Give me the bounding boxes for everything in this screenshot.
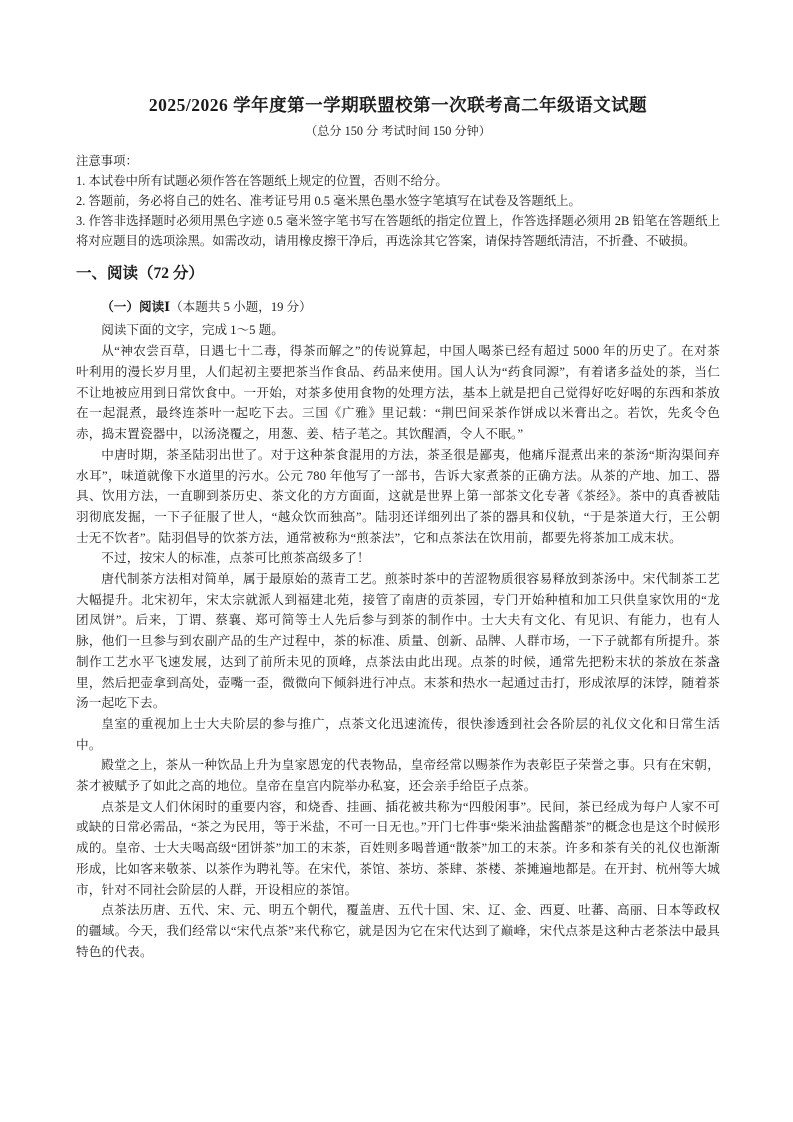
- note-item-2: 2. 答题前，务必将自己的姓名、准考证号用 0.5 毫米黑色墨水签字笔填写在试卷及答题纸上。: [76, 193, 581, 208]
- section-heading-reading: 一、阅读（72 分）: [76, 265, 204, 283]
- notes-section: [76, 151, 720, 251]
- exam-subtitle: （总分 150 分 考试时间 150 分钟）: [305, 123, 491, 138]
- passage-paragraph: 点茶法历唐、五代、宋、元、明五个朝代，覆盖唐、五代十国、宋、辽、金、西夏、吐蕃、高丽、日本等政权的疆域。今天，我们经常以“宋代点茶”来代称它，就是因为它在宋代达到了巅峰，宋代点茶是这种古老茶法中最具特色的代表。: [76, 903, 720, 959]
- passage-paragraph: 殿堂之上，茶从一种饮品上升为皇家恩宠的代表物品，皇帝经常以赐茶作为表彰臣子荣誉之事。只有在宋朝，茶才被赋予了如此之高的地位。皇帝在皇宫内院举办私宴，还会亲手给臣子点茶。: [76, 758, 720, 794]
- passage-paragraph: 唐代制茶方法相对简单，属于最原始的蒸青工艺。煎茶时茶中的苦涩物质很容易释放到茶汤中。宋代制茶工艺大幅提升。北宋初年，宋太宗就派人到福建北苑，接管了南唐的贡茶园，专门开始种植和加工只供皇家饮用的“龙团凤饼”。后来，丁谓、蔡襄、郑可简等士人先后参与到茶的制作中。士大夫有文化、有见识、有能力，也有人脉，他们一旦参与到农副产品的生产过程中，茶的标准、质量、创新、品牌、人群市场，一下子就都有所提升。茶制作工艺水平飞速发展，达到了前所未见的顶峰，点茶法由此出现。点茶的时候，通常先把粉末状的茶放在茶盏里，然后把壶拿到高处，壶嘴一歪，微微向下倾斜进行冲点。末茶和热水一起通过击打，形成浓厚的沫饽，随着茶汤一起吃下去。: [76, 572, 720, 711]
- exam-title: 2025/2026 学年度第一学期联盟校第一次联考高二年级语文试题: [148, 95, 648, 115]
- passage-paragraph: 点茶是文人们休闲时的重要内容，和烧香、挂画、插花被共称为“四般闲事”。民间，茶已经成为每户人家不可或缺的日常必需品，“茶之为民用，等于米盐，不可一日无也。”开门七件事“柴米油盐酱醋茶”的概念也是这个时候形成的。皇帝、士大夫喝高级“团饼茶”加工的末茶，百姓则多喝普通“散茶”加工的末茶。许多和茶有关的礼仪也渐渐形成，比如客来敬茶、以茶作为聘礼等。在宋代，茶馆、茶坊、茶肆、茶楼、茶摊遍地都是。在开封、杭州等大城市，针对不同社会阶层的人群，开设相应的茶馆。: [76, 799, 720, 897]
- passage-paragraph: 不过，按宋人的标准，点茶可比煎茶高级多了！: [101, 551, 370, 566]
- passage-paragraph: 皇室的重视加上士大夫阶层的参与推广，点茶文化迅速流传，很快渗透到社会各阶层的礼仪文化和日常生活中。: [76, 716, 720, 752]
- note-item-1: 1. 本试卷中所有试题必须作答在答题纸上规定的位置，否则不给分。: [76, 173, 448, 188]
- passage-paragraph: 从“神农尝百草，日遇七十二毒，得茶而解之”的传说算起，中国人喝茶已经有超过 5000 年的历史了。在对茶叶利用的漫长岁月里，人们起初主要把茶当作食品、药品来使用。国人认为“药食同源”，有着诸多益处的茶，当仁不让地被应用到日常饮食中。一开始，对茶多使用食物的处理方法，基本上就是把自己觉得好吃好喝的东西和茶放在一起混煮，最终连茶叶一起吃下去。三国《广雅》里记载：“荆巴间采茶作饼成以米膏出之。若饮，先炙令色赤，捣末置瓷器中，以汤浇覆之，用葱、姜、桔子芼之。其饮醒酒，令人不眠。”: [76, 344, 720, 442]
- note-item-3: 3. 作答非选择题时必须用黑色字迹 0.5 毫米签字笔书写在答题纸的指定位置上，作答选择题必须用 2B 铅笔在答题纸上将对应题目的选项涂黑。如需改动，请用橡皮擦干净后，再选涂其它答案，请保持答题纸清洁，不折叠、不破损。: [76, 213, 720, 248]
- passage-paragraph: 中唐时期，茶圣陆羽出世了。对于这种茶食混用的方法，茶圣很是鄙夷，他痛斥混煮出来的茶汤“斯沟渠间弃水耳”，味道就像下水道里的污水。公元 780 年他写了一部书，告诉大家煮茶的正确方法。从茶的产地、加工、器具、饮用方法，一直聊到茶历史、茶文化的方方面面，这就是世界上第一部茶文化专著《茶经》。茶中的真香被陆羽彻底发掘，一下子征服了世人，“越众饮而独高”。陆羽还详细列出了茶的器具和仪轨，“于是茶道大行，王公朝士无不饮者”。陆羽倡导的饮茶方法，通常被称为“煎茶法”，它和点茶法在饮用前，都要先将茶加工成末状。: [76, 447, 720, 545]
- reading-instruction: 阅读下面的文字，完成 1～5 题。: [101, 322, 284, 337]
- reading-passage: [76, 341, 720, 962]
- reading-part-subheading: [76, 297, 720, 318]
- reading-part-meta: （本题共 5 小题，19 分）: [170, 300, 312, 314]
- notes-label: 注意事项：: [76, 153, 138, 168]
- reading-part-label: （一）阅读Ⅰ: [101, 300, 171, 314]
